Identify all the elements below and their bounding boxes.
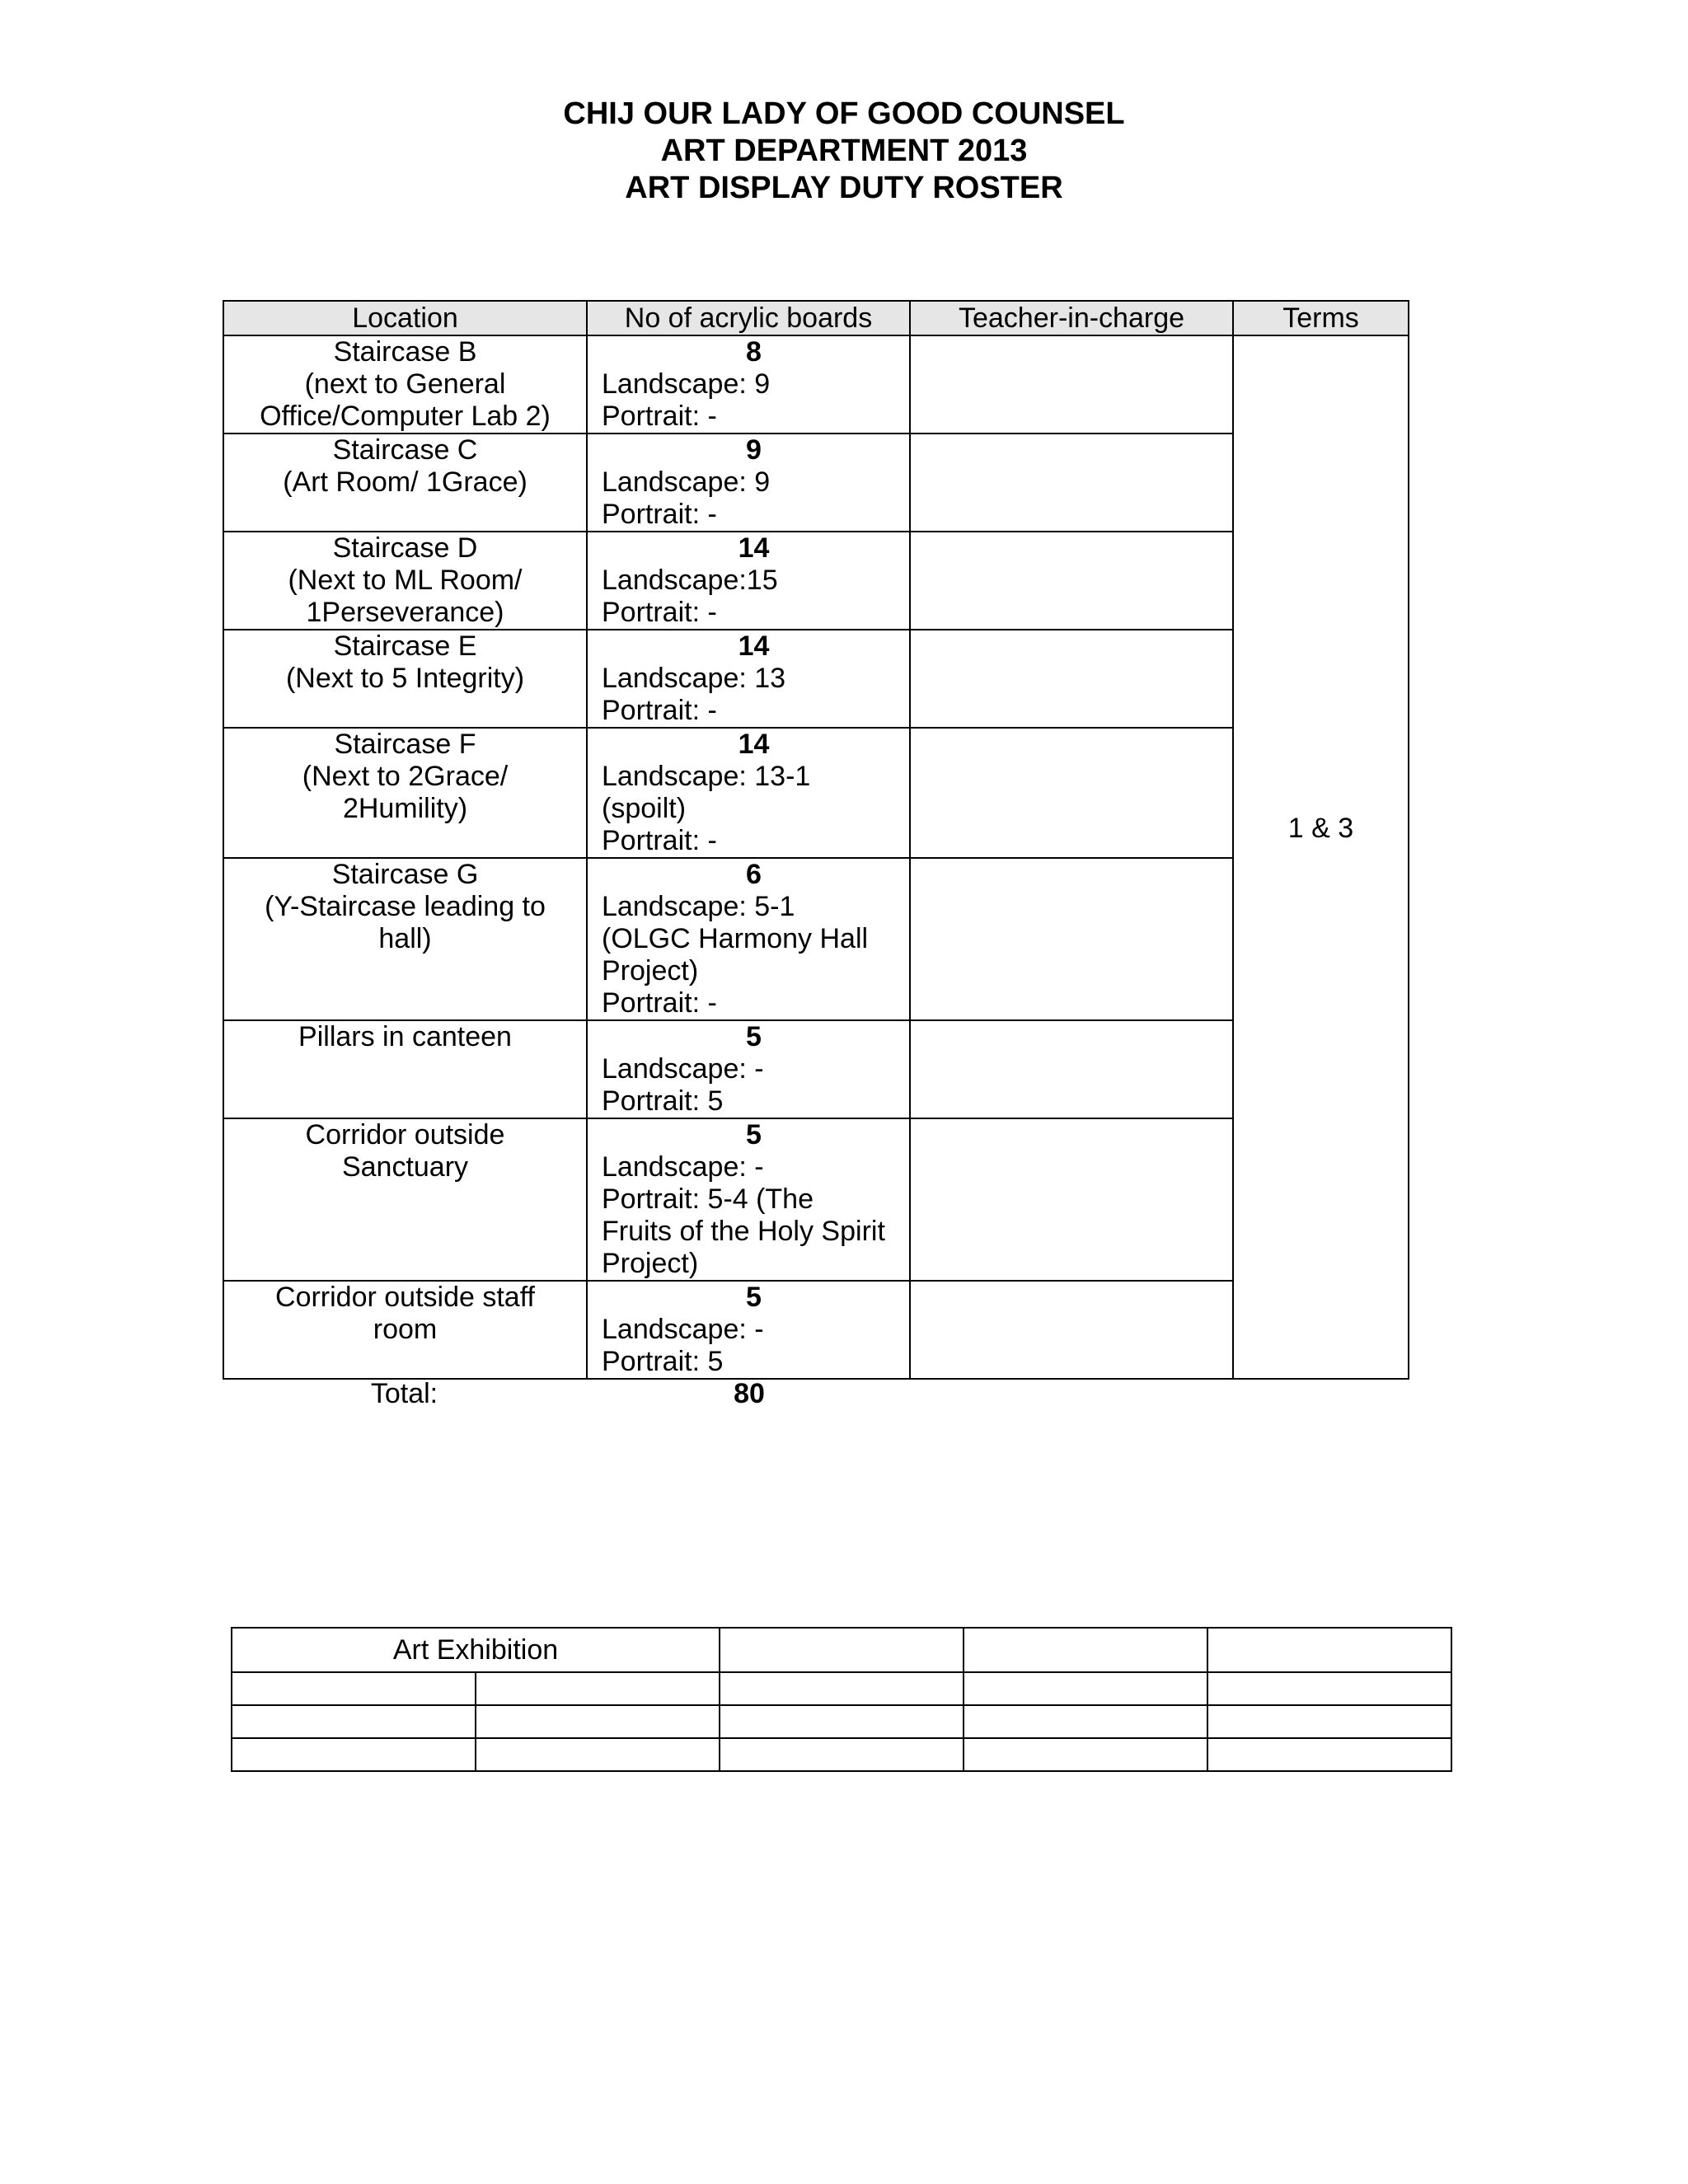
- table-cell[interactable]: [232, 1705, 476, 1738]
- art-exhibition-title: Art Exhibition: [232, 1628, 720, 1672]
- board-detail: Fruits of the Holy Spirit: [602, 1216, 885, 1247]
- boards-cell: [587, 1118, 910, 1281]
- location-cell: [223, 532, 587, 630]
- table-cell[interactable]: [720, 1628, 964, 1672]
- table-row: [232, 1738, 1451, 1771]
- board-count: 14: [738, 729, 770, 760]
- table-row: [232, 1705, 1451, 1738]
- location-cell: [223, 1281, 587, 1379]
- table-cell[interactable]: [232, 1672, 476, 1705]
- table-row: [223, 335, 1409, 434]
- terms-cell: [1233, 335, 1409, 1379]
- board-count: 5: [746, 1021, 762, 1052]
- board-detail: Portrait: 5-4 (The: [602, 1183, 814, 1215]
- table-cell[interactable]: [476, 1738, 720, 1771]
- teacher-cell[interactable]: [910, 858, 1233, 1020]
- table-row: [223, 1020, 1409, 1118]
- location-line: (next to General: [304, 368, 506, 400]
- boards-cell: [587, 335, 910, 434]
- board-detail: Landscape: 9: [602, 466, 771, 498]
- boards-cell: [587, 1020, 910, 1118]
- location-line: Staircase B: [333, 336, 477, 368]
- board-count: 14: [738, 532, 770, 564]
- board-detail: Portrait: 5: [602, 1085, 724, 1117]
- board-detail: Project): [602, 1248, 699, 1279]
- table-cell[interactable]: [720, 1672, 964, 1705]
- title-line-department: ART DEPARTMENT 2013: [660, 134, 1028, 168]
- location-line: Pillars in canteen: [298, 1021, 512, 1052]
- document-title: [0, 96, 1688, 207]
- boards-cell: [587, 728, 910, 858]
- location-line: Staircase F: [334, 729, 476, 760]
- table-row: [223, 532, 1409, 630]
- teacher-cell[interactable]: [910, 532, 1233, 630]
- location-line: Staircase G: [331, 859, 479, 890]
- table-row: [232, 1628, 1451, 1672]
- title-line-school: CHIJ OUR LADY OF GOOD COUNSEL: [563, 96, 1125, 131]
- board-detail: (OLGC Harmony Hall: [602, 923, 869, 954]
- table-cell[interactable]: [476, 1672, 720, 1705]
- location-line: (Art Room/ 1Grace): [283, 466, 528, 498]
- location-line: 2Humility): [342, 793, 468, 824]
- board-detail: Landscape: -: [602, 1053, 764, 1085]
- boards-cell: [587, 858, 910, 1020]
- board-detail: Portrait: 5: [602, 1346, 724, 1377]
- terms-value: 1 & 3: [1287, 812, 1354, 844]
- board-detail: Landscape: -: [602, 1314, 764, 1345]
- location-cell: [223, 1118, 587, 1281]
- table-row: [223, 858, 1409, 1020]
- total-label: Total:: [370, 1378, 438, 1409]
- board-detail: Portrait: -: [602, 695, 717, 726]
- board-count: 8: [746, 336, 762, 368]
- table-row: [223, 1281, 1409, 1379]
- boards-cell: [587, 630, 910, 728]
- title-line-roster: ART DISPLAY DUTY ROSTER: [625, 171, 1063, 205]
- board-detail: Landscape: 13-1: [602, 761, 811, 792]
- board-detail: Portrait: -: [602, 825, 717, 856]
- location-cell: [223, 1020, 587, 1118]
- table-cell[interactable]: [964, 1628, 1207, 1672]
- duty-roster-table: [223, 300, 1409, 1380]
- table-header-row: [223, 301, 1409, 335]
- location-cell: [223, 728, 587, 858]
- table-cell[interactable]: [964, 1738, 1207, 1771]
- location-line: Sanctuary: [341, 1151, 469, 1183]
- board-count: 9: [746, 434, 762, 466]
- board-detail: Portrait: -: [602, 499, 717, 530]
- board-detail: (spoilt): [602, 793, 687, 824]
- teacher-cell[interactable]: [910, 1281, 1233, 1379]
- board-detail: Landscape: 13: [602, 663, 786, 694]
- board-detail: Portrait: -: [602, 401, 717, 432]
- board-detail: Landscape: -: [602, 1151, 764, 1183]
- location-line: (Next to 5 Integrity): [285, 663, 525, 694]
- board-count: 6: [746, 859, 762, 890]
- board-count: 5: [746, 1282, 762, 1313]
- boards-cell: [587, 434, 910, 532]
- board-detail: Landscape: 5-1: [602, 891, 795, 922]
- board-detail: Landscape: 9: [602, 368, 771, 400]
- location-line: 1Perseverance): [306, 597, 504, 628]
- teacher-cell[interactable]: [910, 434, 1233, 532]
- table-cell[interactable]: [232, 1738, 476, 1771]
- teacher-cell[interactable]: [910, 1020, 1233, 1118]
- location-line: Staircase E: [333, 630, 477, 662]
- location-cell: [223, 335, 587, 434]
- header-teacher: Teacher-in-charge: [910, 301, 1233, 335]
- total-value: 80: [734, 1378, 765, 1409]
- table-row: [223, 1118, 1409, 1281]
- location-line: room: [373, 1314, 438, 1345]
- table-cell[interactable]: [964, 1705, 1207, 1738]
- table-cell[interactable]: [1207, 1705, 1451, 1738]
- teacher-cell[interactable]: [910, 335, 1233, 434]
- location-line: Staircase C: [332, 434, 478, 466]
- header-terms: Terms: [1233, 301, 1409, 335]
- teacher-cell[interactable]: [910, 630, 1233, 728]
- header-location: Location: [223, 301, 587, 335]
- location-cell: [223, 434, 587, 532]
- table-cell[interactable]: [1207, 1628, 1451, 1672]
- location-line: (Next to 2Grace/: [302, 761, 509, 792]
- table-cell[interactable]: [1207, 1738, 1451, 1771]
- table-cell[interactable]: [1207, 1672, 1451, 1705]
- table-cell[interactable]: [720, 1738, 964, 1771]
- location-cell: [223, 630, 587, 728]
- boards-cell: [587, 1281, 910, 1379]
- boards-cell: [587, 532, 910, 630]
- table-cell[interactable]: [720, 1705, 964, 1738]
- location-cell: [223, 858, 587, 1020]
- table-cell[interactable]: [964, 1672, 1207, 1705]
- table-row: [223, 728, 1409, 858]
- art-exhibition-table: [231, 1627, 1452, 1772]
- board-count: 5: [746, 1119, 762, 1151]
- location-line: Staircase D: [332, 532, 478, 564]
- board-detail: Portrait: -: [602, 597, 717, 628]
- board-detail: Project): [602, 955, 699, 987]
- table-row: [223, 630, 1409, 728]
- teacher-cell[interactable]: [910, 1118, 1233, 1281]
- table-cell[interactable]: [476, 1705, 720, 1738]
- location-line: (Next to ML Room/: [288, 565, 523, 596]
- header-boards: No of acrylic boards: [587, 301, 910, 335]
- table-row: [232, 1672, 1451, 1705]
- location-line: Office/Computer Lab 2): [260, 401, 551, 432]
- location-line: hall): [378, 923, 432, 954]
- board-count: 14: [738, 630, 770, 662]
- table-row: [223, 434, 1409, 532]
- board-detail: Portrait: -: [602, 987, 717, 1019]
- board-detail: Landscape:15: [602, 565, 778, 596]
- location-line: (Y-Staircase leading to: [265, 891, 546, 922]
- location-line: Corridor outside: [305, 1119, 505, 1151]
- location-line: Corridor outside staff: [275, 1282, 535, 1313]
- teacher-cell[interactable]: [910, 728, 1233, 858]
